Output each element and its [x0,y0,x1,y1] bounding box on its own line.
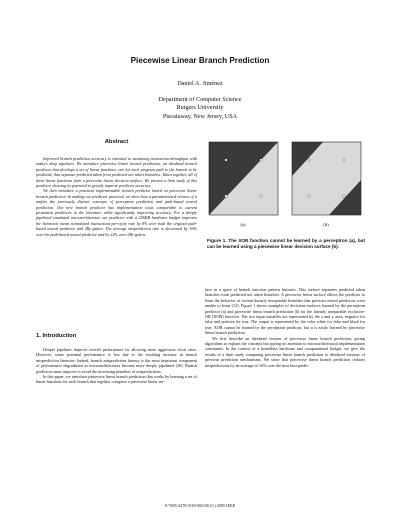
figure-1-graphic [208,140,363,230]
panel-b-point [308,159,311,162]
panel-b-point [343,195,346,198]
panel-a-point [225,159,228,162]
body-paragraph: We first describe an idealized version of piecewise linear branch prediction, giving algorithms to explain the concepts but paying no attention to microarchitectural implementation constraints. In the context of a boundless hardware and computational budget, we give the results of a limit study comparing piecewise linear branch prediction to idealized versions of previous prediction mechanisms. We show that piecewise linear branch prediction reduces mispredictions by an average of 16% over the next best predic- [205,335,365,368]
introduction-body [36,347,197,385]
intro-paragraph: Deeper pipelines improve overall performance by allowing more aggressive clock rates. However, some potential performance is lost due to the resulting increase in branch misprediction latencies. Indeed, branch misprediction latency is the most important component of performance degradation as microarchitectures become more deeply pipelined [20]. Branch predictors must improve to avoid the increasing penalties of mispredictions. [36,347,197,374]
page-footer: 0-7695-2270-X/05/$20.00 (C) 2005 IEEE [164,503,236,508]
panel-b-point [343,159,346,162]
author-name: Daniel A. Jiménez [177,80,223,87]
panel-b-label: (b) [323,222,329,227]
panel-a-point [225,195,228,198]
abstract-paragraph: We then introduce a practical implementable branch predictor based on piecewise linear branch prediction. In making our predictor practical, we show how a parameterized version of it unifies the previously distinct concepts of perceptron prediction and path-based neural prediction. Our new branch predictor has implementation costs comparable to current prominent predictors in the literature while significantly improving accuracy. For a deeply pipelined simulated microarchitecture our predictor with a 256KB hardware budget improves the harmonic mean normalized instructions-per-cycle rate by 8% over both the original path-based neural predictor and 2Bc-gskew. The average misprediction rate is decreased by 16% over the path-based neural predictor and by 22% over 2Bc-gskew. [36,188,197,237]
author-location: Piscataway, New Jersey, USA [162,112,238,120]
introduction-heading: 1. Introduction [36,333,77,339]
panel-a-point [260,159,263,162]
paper-title: Piecewise Linear Branch Prediction [130,56,270,65]
author-university: Rutgers University [176,104,224,112]
figure-1-caption: Figure 1. The XOR function cannot be learned by a perceptron (a), but can be learned using a piecewise linear decision surface (b). [207,238,365,249]
panel-a-label: (a) [240,222,246,227]
panel-a-point [260,195,263,198]
body-paragraph: face in a space of branch outcome pattern histories. This surface separates predicted taken branches from predicted not taken branches. A piecewise linear surface allows the predictor to learn the behavior of certain linearly inseparable branches that previous neural predictors were unable to learn [12]. Figure 1 shows examples of decisions surfaces learned by the perceptron predictor (a) and piecewise linear branch prediction (b) for the linearly inseparable exclusive-OR (XOR) function. The two input variables are represented by the x and y axes, negative for false and positive for true. The output is represented by the color white for false and black for true. XOR cannot be learned by the perceptron predictor, but it is easily learned by piecewise linear branch prediction. [205,287,365,336]
panel-a-perceptron [209,142,278,215]
intro-paragraph: In this paper, we introduce piecewise linear branch prediction that works by learning a set of linear functions for each branch that together comprise a piecewise linear sur- [36,374,197,385]
author-department: Department of Computer Science [158,96,242,104]
abstract-heading: Abstract [104,139,129,145]
author-block [0,80,400,121]
panel-b-piecewise [292,142,361,215]
panel-b-point [308,195,311,198]
right-column-body [205,287,365,368]
abstract-body [36,156,197,237]
figure-1 [208,140,363,230]
abstract-paragraph: Improved branch prediction accuracy is essential to sustaining instruction throughput with today's deep pipelines. We introduce piecewise linear branch prediction, an idealized branch predictor that develops a set of linear functions, one for each program path to the branch to be predicted, that separate predicted taken from predicted not taken branches. Taken together, all of these linear functions form a piecewise linear decision surface. We present a limit study of this predictor showing its potential to greatly improve predictor accuracy. [36,156,197,189]
